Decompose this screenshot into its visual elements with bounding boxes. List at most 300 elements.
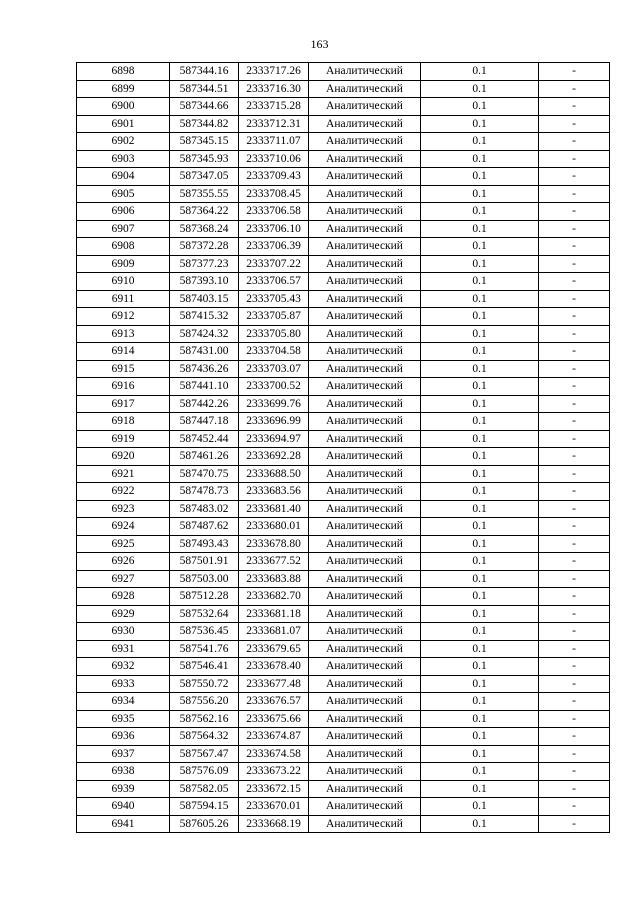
note-cell: - [539, 430, 610, 448]
table-row [77, 728, 610, 746]
accuracy-cell: 0.1 [421, 728, 539, 746]
table-row [77, 483, 610, 501]
y-coordinate-cell: 2333700.52 [239, 378, 309, 396]
x-coordinate-cell: 587562.16 [170, 710, 239, 728]
accuracy-cell: 0.1 [421, 465, 539, 483]
method-cell: Аналитический [309, 168, 421, 186]
method-cell: Аналитический [309, 763, 421, 781]
point-number-cell: 6912 [77, 308, 170, 326]
y-coordinate-cell: 2333681.40 [239, 500, 309, 518]
x-coordinate-cell: 587605.26 [170, 815, 239, 833]
x-coordinate-cell: 587344.66 [170, 98, 239, 116]
point-number-cell: 6929 [77, 605, 170, 623]
table-row [77, 815, 610, 833]
page-number: 163 [310, 37, 329, 51]
point-number-cell: 6936 [77, 728, 170, 746]
note-cell: - [539, 238, 610, 256]
y-coordinate-cell: 2333711.07 [239, 133, 309, 151]
table-row [77, 168, 610, 186]
table-row [77, 658, 610, 676]
note-cell: - [539, 640, 610, 658]
accuracy-cell: 0.1 [421, 570, 539, 588]
method-cell: Аналитический [309, 623, 421, 641]
x-coordinate-cell: 587594.15 [170, 798, 239, 816]
y-coordinate-cell: 2333681.18 [239, 605, 309, 623]
method-cell: Аналитический [309, 518, 421, 536]
note-cell: - [539, 343, 610, 361]
table-row [77, 640, 610, 658]
table-row [77, 98, 610, 116]
x-coordinate-cell: 587461.26 [170, 448, 239, 466]
method-cell: Аналитический [309, 448, 421, 466]
note-cell: - [539, 780, 610, 798]
accuracy-cell: 0.1 [421, 710, 539, 728]
method-cell: Аналитический [309, 693, 421, 711]
accuracy-cell: 0.1 [421, 185, 539, 203]
accuracy-cell: 0.1 [421, 395, 539, 413]
method-cell: Аналитический [309, 115, 421, 133]
x-coordinate-cell: 587483.02 [170, 500, 239, 518]
y-coordinate-cell: 2333692.28 [239, 448, 309, 466]
x-coordinate-cell: 587512.28 [170, 588, 239, 606]
note-cell: - [539, 518, 610, 536]
y-coordinate-cell: 2333706.57 [239, 273, 309, 291]
table-row [77, 63, 610, 81]
point-number-cell: 6926 [77, 553, 170, 571]
accuracy-cell: 0.1 [421, 518, 539, 536]
y-coordinate-cell: 2333717.26 [239, 63, 309, 81]
accuracy-cell: 0.1 [421, 693, 539, 711]
table-row [77, 360, 610, 378]
table-row [77, 150, 610, 168]
y-coordinate-cell: 2333705.43 [239, 290, 309, 308]
y-coordinate-cell: 2333677.52 [239, 553, 309, 571]
method-cell: Аналитический [309, 395, 421, 413]
table-row [77, 500, 610, 518]
accuracy-cell: 0.1 [421, 378, 539, 396]
point-number-cell: 6904 [77, 168, 170, 186]
table-row [77, 378, 610, 396]
method-cell: Аналитический [309, 63, 421, 81]
point-number-cell: 6939 [77, 780, 170, 798]
table-row [77, 133, 610, 151]
table-row [77, 308, 610, 326]
note-cell: - [539, 378, 610, 396]
x-coordinate-cell: 587503.00 [170, 570, 239, 588]
method-cell: Аналитический [309, 378, 421, 396]
note-cell: - [539, 325, 610, 343]
point-number-cell: 6934 [77, 693, 170, 711]
accuracy-cell: 0.1 [421, 343, 539, 361]
y-coordinate-cell: 2333703.07 [239, 360, 309, 378]
y-coordinate-cell: 2333678.80 [239, 535, 309, 553]
x-coordinate-cell: 587345.15 [170, 133, 239, 151]
note-cell: - [539, 675, 610, 693]
method-cell: Аналитический [309, 465, 421, 483]
point-number-cell: 6922 [77, 483, 170, 501]
method-cell: Аналитический [309, 553, 421, 571]
note-cell: - [539, 483, 610, 501]
point-number-cell: 6915 [77, 360, 170, 378]
x-coordinate-cell: 587564.32 [170, 728, 239, 746]
method-cell: Аналитический [309, 710, 421, 728]
x-coordinate-cell: 587501.91 [170, 553, 239, 571]
method-cell: Аналитический [309, 98, 421, 116]
y-coordinate-cell: 2333680.01 [239, 518, 309, 536]
table-row [77, 325, 610, 343]
y-coordinate-cell: 2333672.15 [239, 780, 309, 798]
note-cell: - [539, 553, 610, 571]
x-coordinate-cell: 587368.24 [170, 220, 239, 238]
y-coordinate-cell: 2333706.58 [239, 203, 309, 221]
point-number-cell: 6923 [77, 500, 170, 518]
accuracy-cell: 0.1 [421, 115, 539, 133]
table-row [77, 203, 610, 221]
point-number-cell: 6927 [77, 570, 170, 588]
method-cell: Аналитический [309, 745, 421, 763]
method-cell: Аналитический [309, 815, 421, 833]
method-cell: Аналитический [309, 588, 421, 606]
accuracy-cell: 0.1 [421, 290, 539, 308]
method-cell: Аналитический [309, 273, 421, 291]
y-coordinate-cell: 2333696.99 [239, 413, 309, 431]
note-cell: - [539, 133, 610, 151]
x-coordinate-cell: 587493.43 [170, 535, 239, 553]
y-coordinate-cell: 2333681.07 [239, 623, 309, 641]
point-number-cell: 6902 [77, 133, 170, 151]
note-cell: - [539, 448, 610, 466]
y-coordinate-cell: 2333676.57 [239, 693, 309, 711]
note-cell: - [539, 395, 610, 413]
table-row [77, 220, 610, 238]
note-cell: - [539, 360, 610, 378]
x-coordinate-cell: 587550.72 [170, 675, 239, 693]
x-coordinate-cell: 587532.64 [170, 605, 239, 623]
method-cell: Аналитический [309, 220, 421, 238]
x-coordinate-cell: 587556.20 [170, 693, 239, 711]
note-cell: - [539, 290, 610, 308]
method-cell: Аналитический [309, 133, 421, 151]
point-number-cell: 6901 [77, 115, 170, 133]
note-cell: - [539, 763, 610, 781]
point-number-cell: 6907 [77, 220, 170, 238]
accuracy-cell: 0.1 [421, 745, 539, 763]
method-cell: Аналитический [309, 325, 421, 343]
table-row [77, 238, 610, 256]
x-coordinate-cell: 587567.47 [170, 745, 239, 763]
method-cell: Аналитический [309, 658, 421, 676]
y-coordinate-cell: 2333708.45 [239, 185, 309, 203]
accuracy-cell: 0.1 [421, 98, 539, 116]
x-coordinate-cell: 587344.82 [170, 115, 239, 133]
table-row [77, 693, 610, 711]
accuracy-cell: 0.1 [421, 150, 539, 168]
note-cell: - [539, 80, 610, 98]
y-coordinate-cell: 2333678.40 [239, 658, 309, 676]
table-row [77, 273, 610, 291]
x-coordinate-cell: 587355.55 [170, 185, 239, 203]
y-coordinate-cell: 2333683.56 [239, 483, 309, 501]
table-row [77, 430, 610, 448]
table-row [77, 448, 610, 466]
accuracy-cell: 0.1 [421, 220, 539, 238]
method-cell: Аналитический [309, 150, 421, 168]
point-number-cell: 6909 [77, 255, 170, 273]
table-row [77, 588, 610, 606]
accuracy-cell: 0.1 [421, 273, 539, 291]
table-row [77, 763, 610, 781]
table-row [77, 395, 610, 413]
method-cell: Аналитический [309, 290, 421, 308]
accuracy-cell: 0.1 [421, 255, 539, 273]
y-coordinate-cell: 2333706.39 [239, 238, 309, 256]
x-coordinate-cell: 587345.93 [170, 150, 239, 168]
note-cell: - [539, 308, 610, 326]
accuracy-cell: 0.1 [421, 325, 539, 343]
note-cell: - [539, 220, 610, 238]
y-coordinate-cell: 2333694.97 [239, 430, 309, 448]
note-cell: - [539, 185, 610, 203]
table-row [77, 553, 610, 571]
table-row [77, 185, 610, 203]
accuracy-cell: 0.1 [421, 80, 539, 98]
point-number-cell: 6938 [77, 763, 170, 781]
y-coordinate-cell: 2333705.87 [239, 308, 309, 326]
accuracy-cell: 0.1 [421, 308, 539, 326]
x-coordinate-cell: 587452.44 [170, 430, 239, 448]
note-cell: - [539, 710, 610, 728]
method-cell: Аналитический [309, 360, 421, 378]
x-coordinate-cell: 587403.15 [170, 290, 239, 308]
point-number-cell: 6930 [77, 623, 170, 641]
accuracy-cell: 0.1 [421, 675, 539, 693]
accuracy-cell: 0.1 [421, 605, 539, 623]
method-cell: Аналитический [309, 500, 421, 518]
x-coordinate-cell: 587546.41 [170, 658, 239, 676]
y-coordinate-cell: 2333668.19 [239, 815, 309, 833]
x-coordinate-cell: 587442.26 [170, 395, 239, 413]
table-row [77, 115, 610, 133]
y-coordinate-cell: 2333674.58 [239, 745, 309, 763]
point-number-cell: 6935 [77, 710, 170, 728]
x-coordinate-cell: 587470.75 [170, 465, 239, 483]
x-coordinate-cell: 587415.32 [170, 308, 239, 326]
note-cell: - [539, 798, 610, 816]
x-coordinate-cell: 587478.73 [170, 483, 239, 501]
table-row [77, 290, 610, 308]
y-coordinate-cell: 2333675.66 [239, 710, 309, 728]
note-cell: - [539, 588, 610, 606]
accuracy-cell: 0.1 [421, 133, 539, 151]
method-cell: Аналитический [309, 798, 421, 816]
y-coordinate-cell: 2333704.58 [239, 343, 309, 361]
accuracy-cell: 0.1 [421, 413, 539, 431]
x-coordinate-cell: 587377.23 [170, 255, 239, 273]
method-cell: Аналитический [309, 535, 421, 553]
point-number-cell: 6933 [77, 675, 170, 693]
y-coordinate-cell: 2333710.06 [239, 150, 309, 168]
accuracy-cell: 0.1 [421, 588, 539, 606]
y-coordinate-cell: 2333670.01 [239, 798, 309, 816]
method-cell: Аналитический [309, 185, 421, 203]
accuracy-cell: 0.1 [421, 203, 539, 221]
note-cell: - [539, 413, 610, 431]
point-number-cell: 6899 [77, 80, 170, 98]
x-coordinate-cell: 587576.09 [170, 763, 239, 781]
x-coordinate-cell: 587344.16 [170, 63, 239, 81]
method-cell: Аналитический [309, 413, 421, 431]
y-coordinate-cell: 2333682.70 [239, 588, 309, 606]
x-coordinate-cell: 587582.05 [170, 780, 239, 798]
coordinates-table-body [77, 63, 610, 833]
table-row [77, 710, 610, 728]
note-cell: - [539, 605, 610, 623]
accuracy-cell: 0.1 [421, 63, 539, 81]
accuracy-cell: 0.1 [421, 448, 539, 466]
point-number-cell: 6918 [77, 413, 170, 431]
method-cell: Аналитический [309, 728, 421, 746]
note-cell: - [539, 150, 610, 168]
table-row [77, 675, 610, 693]
method-cell: Аналитический [309, 605, 421, 623]
y-coordinate-cell: 2333705.80 [239, 325, 309, 343]
method-cell: Аналитический [309, 675, 421, 693]
method-cell: Аналитический [309, 308, 421, 326]
point-number-cell: 6910 [77, 273, 170, 291]
accuracy-cell: 0.1 [421, 500, 539, 518]
point-number-cell: 6919 [77, 430, 170, 448]
accuracy-cell: 0.1 [421, 238, 539, 256]
note-cell: - [539, 500, 610, 518]
point-number-cell: 6940 [77, 798, 170, 816]
accuracy-cell: 0.1 [421, 553, 539, 571]
point-number-cell: 6916 [77, 378, 170, 396]
x-coordinate-cell: 587364.22 [170, 203, 239, 221]
x-coordinate-cell: 587441.10 [170, 378, 239, 396]
method-cell: Аналитический [309, 780, 421, 798]
method-cell: Аналитический [309, 343, 421, 361]
point-number-cell: 6937 [77, 745, 170, 763]
accuracy-cell: 0.1 [421, 658, 539, 676]
accuracy-cell: 0.1 [421, 640, 539, 658]
table-row [77, 80, 610, 98]
y-coordinate-cell: 2333688.50 [239, 465, 309, 483]
point-number-cell: 6924 [77, 518, 170, 536]
table-row [77, 413, 610, 431]
note-cell: - [539, 693, 610, 711]
table-row [77, 745, 610, 763]
note-cell: - [539, 623, 610, 641]
y-coordinate-cell: 2333716.30 [239, 80, 309, 98]
x-coordinate-cell: 587344.51 [170, 80, 239, 98]
accuracy-cell: 0.1 [421, 815, 539, 833]
y-coordinate-cell: 2333699.76 [239, 395, 309, 413]
y-coordinate-cell: 2333677.48 [239, 675, 309, 693]
point-number-cell: 6920 [77, 448, 170, 466]
note-cell: - [539, 255, 610, 273]
note-cell: - [539, 203, 610, 221]
method-cell: Аналитический [309, 483, 421, 501]
table-row [77, 570, 610, 588]
note-cell: - [539, 168, 610, 186]
x-coordinate-cell: 587447.18 [170, 413, 239, 431]
point-number-cell: 6917 [77, 395, 170, 413]
x-coordinate-cell: 587487.62 [170, 518, 239, 536]
x-coordinate-cell: 587541.76 [170, 640, 239, 658]
point-number-cell: 6928 [77, 588, 170, 606]
note-cell: - [539, 745, 610, 763]
point-number-cell: 6911 [77, 290, 170, 308]
y-coordinate-cell: 2333673.22 [239, 763, 309, 781]
table-row [77, 465, 610, 483]
note-cell: - [539, 815, 610, 833]
note-cell: - [539, 115, 610, 133]
y-coordinate-cell: 2333706.10 [239, 220, 309, 238]
point-number-cell: 6906 [77, 203, 170, 221]
y-coordinate-cell: 2333683.88 [239, 570, 309, 588]
table-row [77, 255, 610, 273]
method-cell: Аналитический [309, 80, 421, 98]
accuracy-cell: 0.1 [421, 763, 539, 781]
y-coordinate-cell: 2333674.87 [239, 728, 309, 746]
point-number-cell: 6941 [77, 815, 170, 833]
note-cell: - [539, 465, 610, 483]
method-cell: Аналитический [309, 255, 421, 273]
accuracy-cell: 0.1 [421, 623, 539, 641]
note-cell: - [539, 658, 610, 676]
point-number-cell: 6905 [77, 185, 170, 203]
point-number-cell: 6921 [77, 465, 170, 483]
note-cell: - [539, 63, 610, 81]
accuracy-cell: 0.1 [421, 535, 539, 553]
accuracy-cell: 0.1 [421, 168, 539, 186]
x-coordinate-cell: 587424.32 [170, 325, 239, 343]
note-cell: - [539, 535, 610, 553]
note-cell: - [539, 273, 610, 291]
x-coordinate-cell: 587431.00 [170, 343, 239, 361]
x-coordinate-cell: 587372.28 [170, 238, 239, 256]
point-number-cell: 6932 [77, 658, 170, 676]
method-cell: Аналитический [309, 640, 421, 658]
table-row [77, 343, 610, 361]
y-coordinate-cell: 2333712.31 [239, 115, 309, 133]
point-number-cell: 6914 [77, 343, 170, 361]
table-row [77, 605, 610, 623]
accuracy-cell: 0.1 [421, 483, 539, 501]
method-cell: Аналитический [309, 570, 421, 588]
accuracy-cell: 0.1 [421, 798, 539, 816]
coordinates-table [76, 62, 610, 833]
x-coordinate-cell: 587436.26 [170, 360, 239, 378]
x-coordinate-cell: 587347.05 [170, 168, 239, 186]
method-cell: Аналитический [309, 238, 421, 256]
table-row [77, 535, 610, 553]
method-cell: Аналитический [309, 203, 421, 221]
y-coordinate-cell: 2333679.65 [239, 640, 309, 658]
accuracy-cell: 0.1 [421, 360, 539, 378]
note-cell: - [539, 570, 610, 588]
point-number-cell: 6898 [77, 63, 170, 81]
method-cell: Аналитический [309, 430, 421, 448]
note-cell: - [539, 728, 610, 746]
accuracy-cell: 0.1 [421, 780, 539, 798]
y-coordinate-cell: 2333707.22 [239, 255, 309, 273]
table-row [77, 798, 610, 816]
table-row [77, 780, 610, 798]
x-coordinate-cell: 587393.10 [170, 273, 239, 291]
x-coordinate-cell: 587536.45 [170, 623, 239, 641]
point-number-cell: 6931 [77, 640, 170, 658]
